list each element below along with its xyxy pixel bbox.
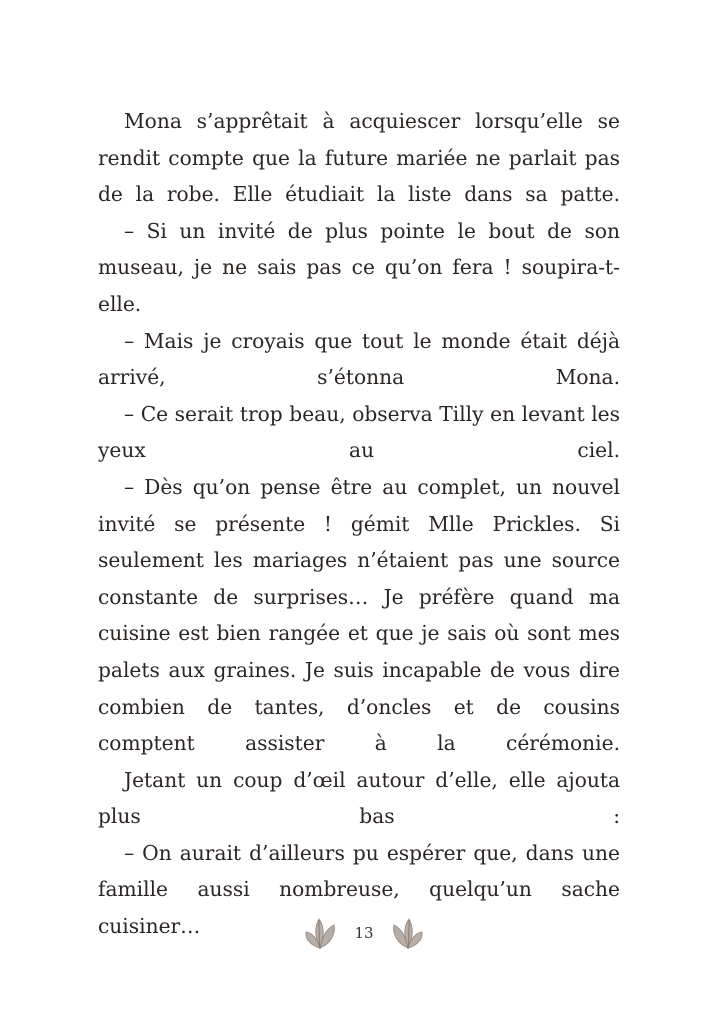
paragraph-narration: Jetant un coup d’œil autour d’elle, elle ajouta plus bas : — [98, 767, 620, 829]
leaf-ornament-icon — [388, 916, 428, 950]
paragraph-intro: Mona s’apprêtait à acquiescer lorsqu’elle se rendit compte que la future mariée ne parlait pas de la robe. Elle étudiait la liste dans sa patte. — [98, 109, 620, 207]
leaf-ornament-icon — [300, 916, 340, 950]
leaf-ornament-svg — [388, 916, 428, 950]
paragraph-dialogue-5: – On aurait d’ailleurs pu espérer que, dans une famille aussi nombreuse, quelqu’un sache cuisiner… — [98, 840, 620, 939]
paragraph-dialogue-2: – Mais je croyais que tout le monde était déjà arrivé, s’étonna Mona. — [98, 328, 620, 390]
page-footer — [0, 916, 728, 950]
page-number: 13 — [354, 924, 374, 942]
paragraph-dialogue-3: – Ce serait trop beau, observa Tilly en levant les yeux au ciel. — [98, 401, 620, 463]
paragraph-dialogue-4: – Dès qu’on pense être au complet, un nouvel invité se présente ! gémit Mlle Prickles. Si seulement les mariages n’étaient pas une source constante de surprises… Je préfère quand ma cuisine est bien rangée et que je sais où sont mes palets aux graines. Je suis incapable de vous dire combien de tantes, d’oncles et de cousins comptent assister à la cérémonie. — [98, 474, 620, 756]
paragraph-dialogue-1: – Si un invité de plus pointe le bout de son museau, je ne sais pas ce qu’on fera ! soupira-t-elle. — [98, 218, 620, 316]
body-text — [98, 103, 620, 945]
leaf-ornament-svg — [300, 916, 340, 950]
